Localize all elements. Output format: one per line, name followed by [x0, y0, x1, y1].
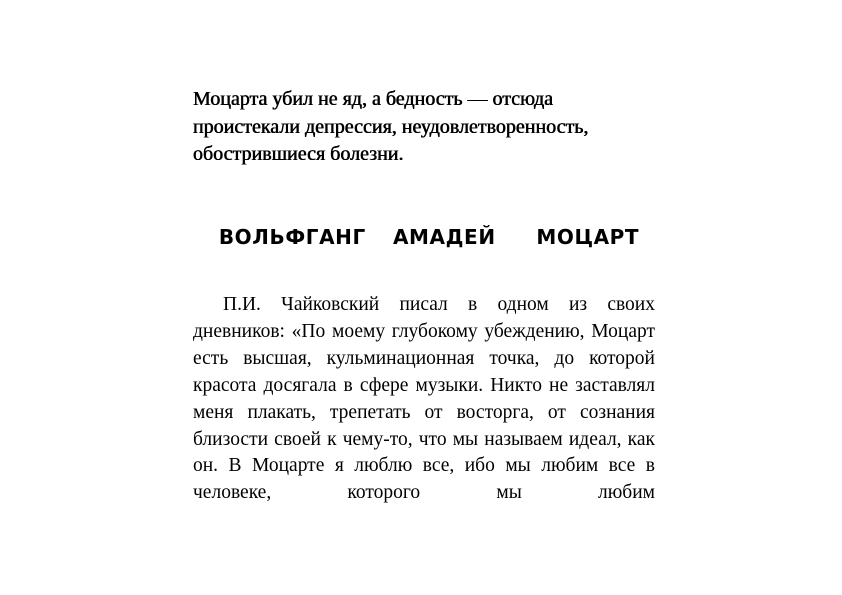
epigraph-line: проистекали депрессия, неудовлетворенность,	[193, 115, 589, 138]
epigraph-line: Моцарта убил не яд, а бедность — отсюда	[193, 88, 554, 110]
epigraph	[193, 86, 633, 169]
section-heading: ВОЛЬФГАНГ АМАДЕЙ МОЦАРТ	[218, 225, 640, 249]
body-paragraph: П.И. Чайковский писал в одном из своих дневников: «По моему глубокому убеждению, Моцарт есть высшая, кульминационная точка, до которой красота досягала в сфере музыки. Никто не заставлял меня плакать, трепетать от восторга, от сознания близости своей к чему-то, что мы называем идеал, как он. В Моцарте я люблю все, ибо мы любим все в человеке, которого мы любим	[193, 294, 655, 504]
epigraph-line: обострившиеся болезни.	[193, 143, 404, 165]
